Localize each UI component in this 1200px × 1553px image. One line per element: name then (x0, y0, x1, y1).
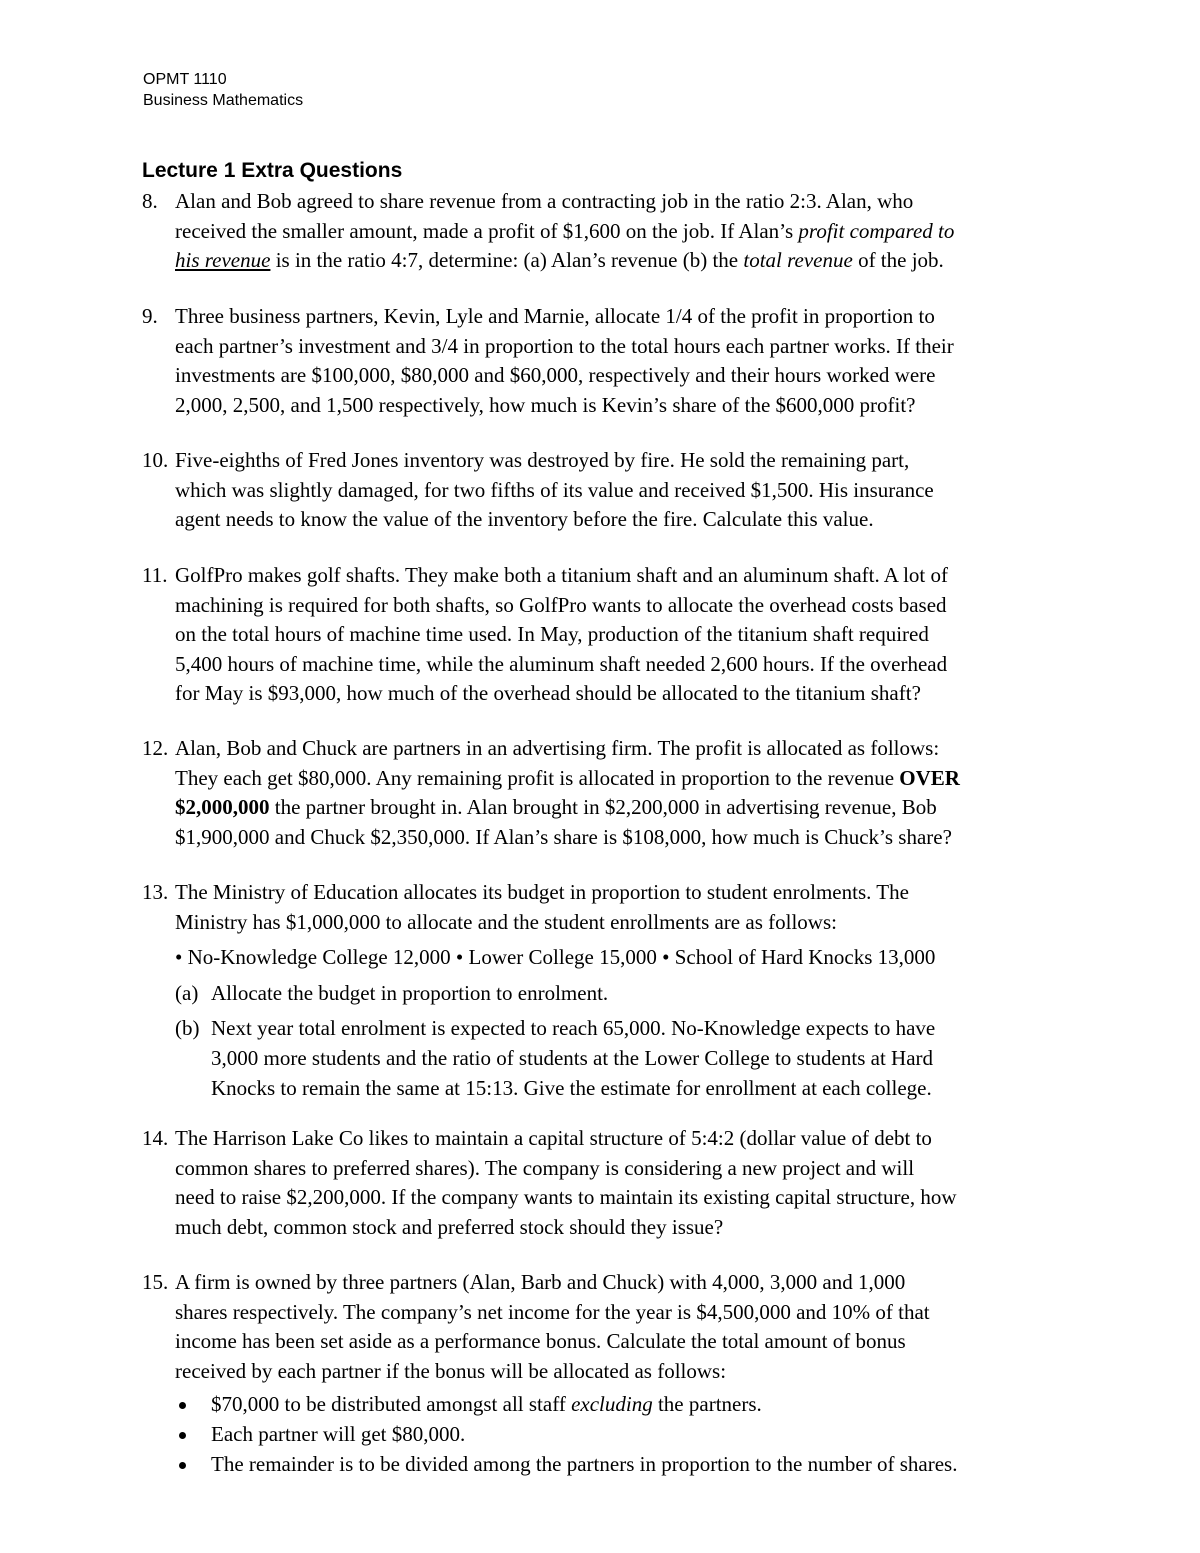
sub-question-a (175, 979, 1072, 1009)
question-number: 8. (142, 189, 158, 213)
question-13 (142, 878, 1072, 1103)
question-line: Knocks to remain the same at 15:13. Give the estimate for enrollment at each college. (211, 1075, 932, 1100)
question-line: $2,000,000 the partner brought in. Alan brought in $2,200,000 in advertising revenue, Bob (175, 795, 937, 820)
question-line: They each get $80,000. Any remaining profit is allocated in proportion to the revenue OVER (175, 765, 960, 790)
bullet-item: The remainder is to be divided among the partners in proportion to the number of shares. (175, 1450, 1072, 1480)
question-line: The Harrison Lake Co likes to maintain a capital structure of 5:4:2 (dollar value of debt to (175, 1126, 932, 1150)
question-line: Next year total enrolment is expected to reach 65,000. No-Knowledge expects to have (211, 1016, 936, 1041)
question-line: received by each partner if the bonus will be allocated as follows: (175, 1358, 727, 1383)
sub-question-label: (a) (175, 980, 199, 1005)
question-number: 9. (142, 304, 158, 328)
question-line: $1,900,000 and Chuck $2,350,000. If Alan’s share is $108,000, how much is Chuck’s share? (175, 824, 952, 849)
bullet-item: Each partner will get $80,000. (175, 1420, 1072, 1450)
question-8 (142, 187, 1072, 276)
bullet-icon (179, 1462, 186, 1469)
question-line: much debt, common stock and preferred stock should they issue? (175, 1214, 724, 1239)
question-line: Three business partners, Kevin, Lyle and Marnie, allocate 1/4 of the profit in proportion to (175, 304, 935, 328)
question-line: Ministry has $1,000,000 to allocate and the student enrollments are as follows: (175, 909, 837, 934)
question-12 (142, 734, 1072, 852)
emphasis-text: total revenue (743, 248, 853, 273)
question-line: A firm is owned by three partners (Alan, Barb and Chuck) with 4,000, 3,000 and 1,000 (175, 1270, 906, 1294)
question-number: 15. (142, 1270, 169, 1294)
course-name: Business Mathematics (143, 92, 304, 109)
emphasis-text: excluding (571, 1392, 653, 1417)
question-line: machining is required for both shafts, so GolfPro wants to allocate the overhead costs based (175, 592, 947, 617)
sub-question-label: (b) (175, 1016, 200, 1041)
question-line: Alan and Bob agreed to share revenue from a contracting job in the ratio 2:3. Alan, who (175, 189, 914, 213)
question-line: which was slightly damaged, for two fifths of its value and received $1,500. His insurance (175, 477, 934, 502)
sub-question-b (175, 1014, 1072, 1103)
question-line: his revenue is in the ratio 4:7, determine: (a) Alan’s revenue (b) the total revenue of the job. (175, 248, 944, 273)
question-line: common shares to preferred shares). The company is considering a new project and will (175, 1155, 915, 1180)
question-number: 10. (142, 448, 169, 472)
question-line: 3,000 more students and the ratio of students at the Lower College to students at Hard (211, 1045, 934, 1070)
page-title: Lecture 1 Extra Questions (142, 159, 403, 182)
question-15 (142, 1268, 1072, 1479)
question-line: Allocate the budget in proportion to enrolment. (211, 980, 609, 1005)
question-line: need to raise $2,200,000. If the company wants to maintain its existing capital structure, how (175, 1185, 957, 1210)
question-14 (142, 1124, 1072, 1242)
question-line: agent needs to know the value of the inventory before the fire. Calculate this value. (175, 507, 874, 532)
question-line: The Ministry of Education allocates its budget in proportion to student enrolments. The (175, 880, 909, 904)
question-line: GolfPro makes golf shafts. They make both a titanium shaft and an aluminum shaft. A lot of (175, 563, 948, 587)
question-line: Five-eighths of Fred Jones inventory was destroyed by fire. He sold the remaining part, (175, 448, 910, 472)
question-number: 12. (142, 736, 169, 760)
question-number: 14. (142, 1126, 169, 1150)
question-line: received the smaller amount, made a profit of $1,600 on the job. If Alan’s profit compared to (175, 218, 955, 243)
question-line: 2,000, 2,500, and 1,500 respectively, how much is Kevin’s share of the $600,000 profit? (175, 392, 916, 417)
question-10 (142, 446, 1072, 535)
bullet-item: $70,000 to be distributed amongst all staff excluding the partners. (175, 1390, 1072, 1420)
emphasis-text: profit compared to (798, 218, 955, 243)
question-number: 11. (142, 563, 168, 587)
bullet-icon (179, 1402, 186, 1409)
course-code: OPMT 1110 (143, 71, 227, 88)
question-line: income has been set aside as a performance bonus. Calculate the total amount of bonus (175, 1329, 906, 1354)
question-line: on the total hours of machine time used. In May, production of the titanium shaft required (175, 622, 929, 647)
question-number: 13. (142, 880, 169, 904)
question-line: each partner’s investment and 3/4 in proportion to the total hours each partner works. If their (175, 333, 954, 358)
question-line: Alan, Bob and Chuck are partners in an advertising firm. The profit is allocated as follows: (175, 736, 940, 760)
question-line: for May is $93,000, how much of the overhead should be allocated to the titanium shaft? (175, 681, 921, 706)
bullet-icon (179, 1432, 186, 1439)
question-11 (142, 561, 1072, 709)
bold-text: $2,000,000 (175, 795, 270, 820)
question-line: shares respectively. The company’s net income for the year is $4,500,000 and 10% of that (175, 1299, 930, 1324)
question-line: investments are $100,000, $80,000 and $60,000, respectively and their hours worked were (175, 363, 936, 388)
emphasis-text: his revenue (175, 248, 271, 273)
question-line: 5,400 hours of machine time, while the aluminum shaft needed 2,600 hours. If the overhead (175, 651, 948, 676)
question-9 (142, 302, 1072, 420)
bold-text: OVER (899, 765, 960, 790)
college-list: • No-Knowledge College 12,000 • Lower College 15,000 • School of Hard Knocks 13,000 (175, 945, 936, 970)
